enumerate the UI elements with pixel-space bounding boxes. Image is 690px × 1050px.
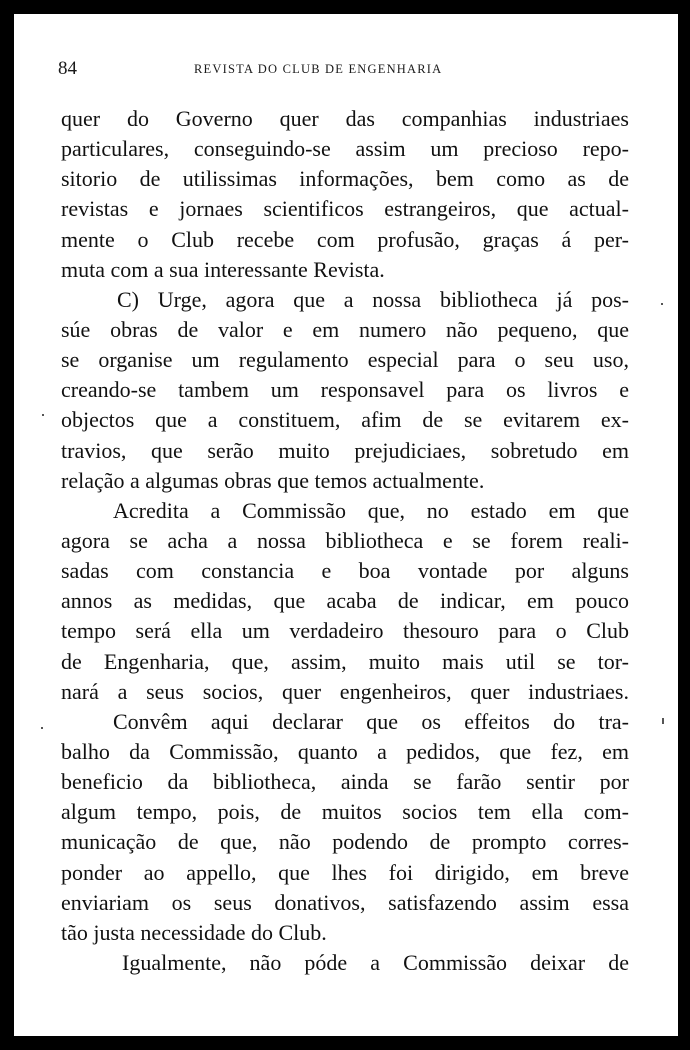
text-line: balho da Commissão, quanto a pedidos, que fez, em [61,738,629,764]
book-page [14,14,678,1036]
text-line: beneficio da bibliotheca, ainda se farão sentir por [61,769,629,795]
text-line: quer do Governo quer das companhias industriaes [61,106,629,131]
text-line: objectos que a constituem, afim de se evitarem ex- [61,407,629,433]
paragraph-first-line: Igualmente, não póde a Commissão deixar de [122,949,629,975]
scan-speck [41,727,43,729]
body-text [61,104,629,978]
text-line: annos as medidas, que acaba de indicar, em pouco [61,588,629,614]
paragraph-first-line: C) Urge, agora que a nossa bibliotheca já pos- [117,286,629,312]
text-line: revistas e jornaes scientificos estrangeiros, que actual- [61,196,629,222]
text-line: agora se acha a nossa bibliotheca e se forem reali- [61,527,629,553]
text-line: sitorio de utilissimas informações, bem como as de [61,166,629,192]
text-line: nará a seus socios, quer engenheiros, quer industriaes. [61,678,629,704]
paragraph-first-line: Convêm aqui declarar que os effeitos do tra- [113,708,629,734]
page-number: 84 [58,58,77,79]
text-line: se organise um regulamento especial para o seu uso, [61,347,629,373]
text-line: particulares, conseguindo-se assim um precioso repo- [61,136,629,162]
paragraph-first-line: Acredita a Commissão que, no estado em que [113,497,629,523]
text-line: creando-se tambem um responsavel para os livros e [61,377,629,403]
text-line: travios, que serão muito prejudiciaes, sobretudo em [61,437,629,463]
text-line: relação a algumas obras que temos actualmente. [61,467,485,493]
scan-speck [42,414,44,416]
text-line: ponder ao appello, que lhes foi dirigido, em breve [61,859,629,885]
journal-title: REVISTA DO CLUB DE ENGENHARIA [194,62,443,76]
running-head [14,58,678,82]
scan-speck [661,303,663,305]
text-line: algum tempo, pois, de muitos socios tem ella com- [61,799,629,825]
text-line: tão justa necessidade do Club. [61,919,327,945]
text-line: mente o Club recebe com profusão, graças á per- [61,226,629,252]
text-line: muta com a sua interessante Revista. [61,256,385,282]
text-line: municação de que, não podendo de prompto corres- [61,829,629,855]
scan-speck [662,718,664,724]
text-line: enviariam os seus donativos, satisfazendo assim essa [61,889,629,915]
text-line: de Engenharia, que, assim, muito mais util se tor- [61,648,629,674]
text-line: sadas com constancia e boa vontade por alguns [61,558,629,584]
text-line: tempo será ella um verdadeiro thesouro para o Club [61,618,629,644]
text-line: súe obras de valor e em numero não pequeno, que [61,316,629,342]
